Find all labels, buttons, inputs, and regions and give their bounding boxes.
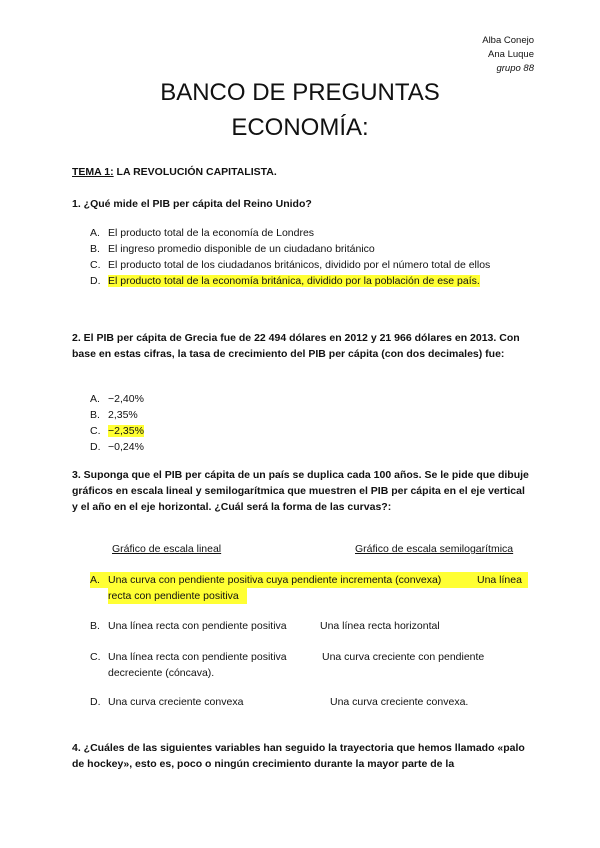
option-b: B. El ingreso promedio disponible de un ciudadano británico — [90, 243, 375, 255]
option-d: D. −0,24% — [90, 441, 144, 453]
q3-option-d — [90, 694, 530, 710]
option-letter: B. — [90, 620, 100, 632]
semilog-answer: Una curva creciente convexa. — [330, 696, 469, 708]
title-line: BANCO DE PREGUNTAS — [160, 79, 440, 106]
semilog-answer-continued: recta con pendiente positiva — [108, 590, 239, 602]
column-title-linear: Gráfico de escala lineal — [112, 543, 222, 555]
option-letter: C. — [90, 651, 101, 663]
question-2-options — [90, 391, 290, 455]
q3-option-b — [90, 618, 530, 634]
q3-option-a-highlighted — [90, 572, 530, 604]
linear-answer: Una línea recta con pendiente positiva — [108, 620, 287, 632]
question-3: 3. Suponga que el PIB per cápita de un país se duplica cada 100 años. Se le pide que dibuje gráficos en escala lineal y semilogarítmica que muestren el PIB per cápita en el eje vertical y el año en el eje horizontal. ¿Cuál será la forma de las curvas?: — [72, 469, 529, 513]
linear-answer: Una línea recta con pendiente positiva — [108, 651, 287, 663]
topic-heading — [72, 166, 277, 178]
question-2: 2. El PIB per cápita de Grecia fue de 22 494 dólares en 2012 y 21 966 dólares en 2013. Con base en estas cifras, la tasa de crecimiento del PIB per cápita (con dos decimales) fue: — [72, 332, 520, 360]
semilog-answer: Una curva creciente con pendiente — [322, 651, 485, 663]
semilog-answer: Una línea recta horizontal — [320, 620, 440, 632]
linear-answer-continued: decreciente (cóncava). — [108, 667, 215, 679]
option-letter: D. — [90, 696, 101, 708]
question-1-options — [90, 225, 530, 289]
title-line: ECONOMÍA: — [231, 114, 369, 141]
option-a: A. El producto total de la economía de Londres — [90, 227, 315, 239]
question-1: 1. ¿Qué mide el PIB per cápita del Reino Unido? — [72, 198, 312, 210]
linear-answer: Una curva creciente convexa — [108, 696, 244, 708]
author-name: Alba Conejo — [482, 35, 534, 46]
topic-label: TEMA 1: — [72, 166, 114, 178]
topic-name: LA REVOLUCIÓN CAPITALISTA. — [116, 166, 277, 178]
semilog-answer: Una línea — [477, 574, 522, 586]
option-b: B. 2,35% — [90, 409, 138, 421]
column-title-semilog: Gráfico de escala semilogarítmica — [355, 543, 514, 555]
linear-answer: Una curva con pendiente positiva cuya pendiente incrementa (convexa) — [108, 574, 442, 586]
author-name: Ana Luque — [488, 49, 534, 60]
q3-option-c — [90, 649, 530, 681]
option-d-highlighted: D. El producto total de la economía británica, dividido por la población de ese país. — [90, 275, 480, 287]
option-c-highlighted: C. −2,35% — [90, 425, 144, 437]
option-letter: A. — [90, 574, 100, 586]
option-a: A. −2,40% — [90, 393, 144, 405]
option-c: C. El producto total de los ciudadanos británicos, dividido por el número total de ellos — [90, 259, 491, 271]
question-4: 4. ¿Cuáles de las siguientes variables han seguido la trayectoria que hemos llamado «palo de hockey», esto es, poco o ningún crecimiento durante la mayor parte de la — [72, 742, 525, 770]
page-title — [0, 75, 600, 145]
group-label: grupo 88 — [496, 63, 534, 74]
authors-block — [482, 34, 534, 76]
